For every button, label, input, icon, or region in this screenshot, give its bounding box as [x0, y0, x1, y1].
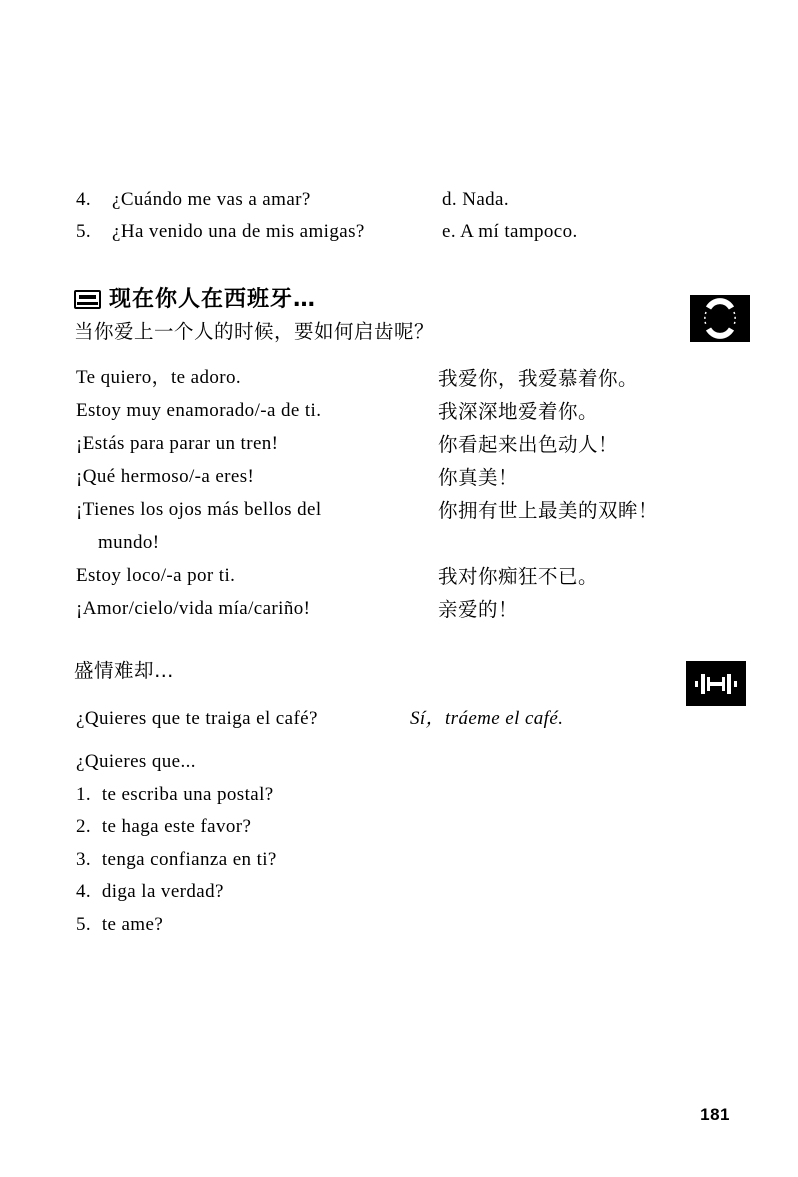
list-item-text: tenga confianza en ti?: [101, 849, 277, 870]
list-item-number: 5.: [76, 914, 92, 935]
exercise-number: 4.: [76, 189, 92, 210]
section-subheading-love: [74, 322, 434, 343]
phrase-row: [76, 368, 736, 401]
list-item-number: 4.: [76, 881, 92, 902]
exercise-number: 5.: [76, 221, 92, 242]
dialogue-answer: [410, 708, 563, 730]
list-item-number: 2.: [76, 816, 92, 837]
phrase-row: [76, 434, 736, 467]
section-heading-text: 现在你人在西班牙…: [109, 287, 317, 312]
phrase-chinese: 你真美！: [438, 466, 519, 489]
dumbbell-icon: [686, 661, 746, 706]
section-heading-exercise: [74, 661, 174, 682]
phrase-spanish: ¡Estás para parar un tren!: [76, 433, 279, 454]
list-item: [76, 914, 163, 936]
list-item-number: 1.: [76, 784, 92, 805]
phrase-row: [76, 500, 736, 533]
phrase-chinese: 我爱你，我爱慕着你。: [438, 367, 639, 390]
phrase-row-continuation: [76, 533, 736, 566]
list-item: [76, 816, 251, 838]
phrase-spanish: ¡Amor/cielo/vida mía/cariño!: [76, 598, 311, 619]
phrase-spanish: Estoy muy enamorado/-a de ti.: [76, 400, 322, 421]
section-heading-text: 盛情难却…: [74, 659, 175, 682]
list-item-text: diga la verdad?: [101, 881, 224, 902]
phrase-row: [76, 566, 736, 599]
exercise-answer: e. A mí tampoco.: [442, 221, 578, 242]
phrase-chinese: 亲爱的！: [438, 598, 519, 621]
phrase-chinese: 我对你痴狂不已。: [438, 565, 599, 588]
disc-rotate-icon: [690, 295, 750, 342]
phrase-row: [76, 401, 736, 434]
section-subheading-text: 当你爱上一个人的时候，要如何启齿呢？: [74, 320, 435, 343]
exercise-row: [76, 222, 736, 248]
dialogue-question: [76, 708, 318, 730]
dialogue-answer-text: Sí，tráeme el café.: [410, 708, 564, 729]
dialogue-question-text: ¿Quieres que te traiga el café?: [76, 708, 318, 729]
exercise-answer: d. Nada.: [442, 189, 510, 210]
phrase-row: [76, 599, 736, 632]
phrase-spanish: ¡Qué hermoso/-a eres!: [76, 466, 255, 487]
list-item: [76, 849, 277, 871]
list-item: [76, 881, 224, 903]
phrase-spanish: Te quiero，te adoro.: [76, 367, 242, 388]
phrase-chinese: 我深深地爱着你。: [438, 400, 599, 423]
list-item-number: 3.: [76, 849, 92, 870]
phrase-spanish: ¡Tienes los ojos más bellos del: [76, 499, 322, 520]
phrase-row: [76, 467, 736, 500]
phrase-chinese: 你看起来出色动人！: [438, 433, 619, 456]
list-item-text: te ame?: [101, 914, 164, 935]
list-item: [76, 784, 274, 806]
list-item-text: te haga este favor?: [101, 816, 252, 837]
list-item-text: te escriba una postal?: [101, 784, 274, 805]
exercise-row: [76, 190, 736, 216]
phrase-chinese: 你拥有世上最美的双眸！: [438, 499, 659, 522]
exercise-prompt: [76, 751, 196, 773]
section-heading-love: [74, 289, 316, 311]
exercise-question: ¿Ha venido una de mis amigas?: [112, 221, 365, 242]
cassette-icon: [74, 290, 101, 309]
exercise-question: ¿Cuándo me vas a amar?: [112, 189, 311, 210]
phrase-spanish: Estoy loco/-a por ti.: [76, 565, 236, 586]
phrase-spanish: mundo!: [98, 532, 160, 553]
exercise-prompt-text: ¿Quieres que...: [76, 751, 196, 772]
page-number: 181: [700, 1105, 730, 1124]
